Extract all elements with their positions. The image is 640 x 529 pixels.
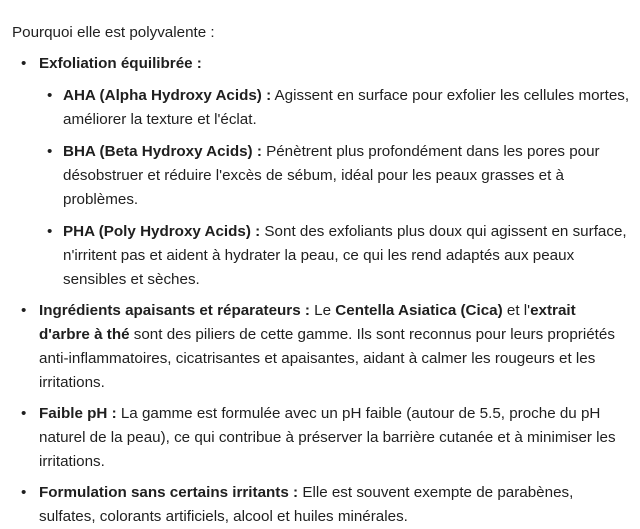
item-title: PHA (Poly Hydroxy Acids) : (63, 223, 261, 240)
list-item-aha (39, 84, 630, 132)
list-item-pha (39, 220, 630, 292)
item-text: et l' (502, 302, 531, 319)
item-title: Ingrédients apaisants et réparateurs : (39, 302, 310, 319)
item-text: Pénètrent plus profondément dans les pores pour désobstruer et réduire l'excès de sébum, idéal pour les peaux grasses et à problèmes. (63, 143, 600, 208)
ingredient-cica: Centella Asiatica (Cica) (335, 302, 503, 319)
item-title: Exfoliation équilibrée : (39, 55, 202, 72)
item-title: BHA (Beta Hydroxy Acids) : (63, 143, 262, 160)
item-text: Agissent en surface pour exfolier les cellules mortes, améliorer la texture et l'éclat. (63, 87, 630, 128)
item-text: Sont des exfoliants plus doux qui agissent en surface, n'irritent pas et aident à hydrater la peau, ce qui les rend adaptés aux peaux sensibles et sèches. (63, 223, 627, 288)
list-item-irritant-free (12, 481, 630, 529)
item-text: La gamme est formulée avec un pH faible (autour de 5.5, proche du pH naturel de la peau), ce qui contribue à préserver la barrière cutanée et à minimiser les irritations. (39, 405, 616, 470)
item-title: AHA (Alpha Hydroxy Acids) : (63, 87, 272, 104)
item-title: Faible pH : (39, 405, 117, 422)
item-title: Formulation sans certains irritants : (39, 484, 299, 501)
list-item-bha (39, 140, 630, 212)
ingredient-tea-tree: extrait d'arbre à thé (39, 302, 576, 343)
benefits-list (12, 52, 630, 529)
list-item-low-ph (12, 402, 630, 474)
list-item-exfoliation (12, 52, 630, 292)
section-intro: Pourquoi elle est polyvalente : (12, 24, 215, 41)
item-text: Elle est souvent exempte de parabènes, sulfates, colorants artificiels, alcool et huiles minérales. (39, 484, 574, 525)
acid-types-list (39, 84, 630, 292)
list-item-soothing-ingredients (12, 299, 630, 395)
item-text: Le (309, 302, 336, 319)
item-text: sont des piliers de cette gamme. Ils sont reconnus pour leurs propriétés anti-inflammatoires, cicatrisantes et apaisantes, aidant à calmer les rougeurs et les irritations. (39, 326, 615, 391)
